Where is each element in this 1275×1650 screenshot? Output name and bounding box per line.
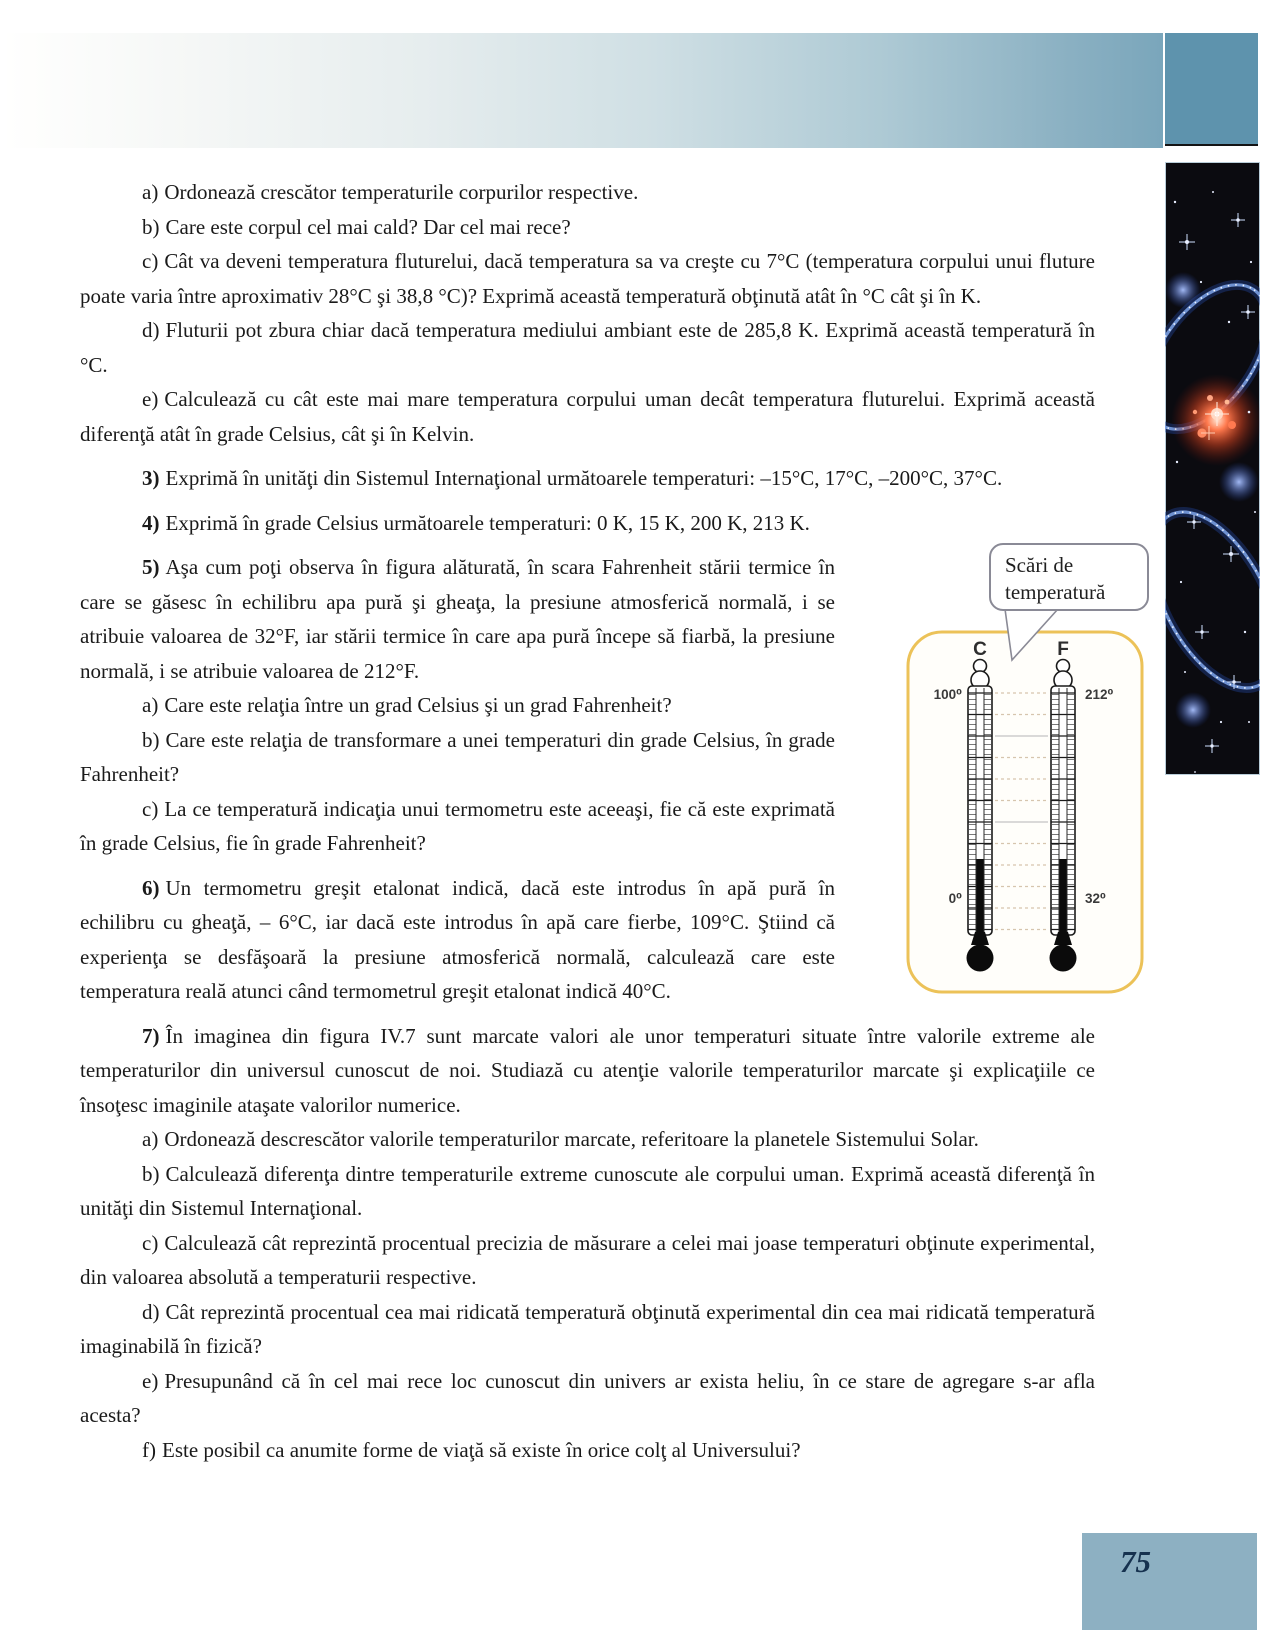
item-label: c) — [142, 249, 159, 273]
figure-temperature-scales — [857, 542, 1152, 994]
thermometer-fahrenheit — [1050, 660, 1077, 972]
item-label: e) — [142, 1368, 159, 1393]
item-label: b) — [142, 727, 160, 752]
mercury-bulb — [1050, 945, 1077, 972]
item-text: Calculează cât reprezintă procentual precizia de măsurare a celei mai joase temperaturi obţinute experimental, din valoarea absolută a temperaturii respective. — [80, 1230, 1095, 1289]
exercise-item — [80, 1433, 1095, 1468]
space-photo-art — [1165, 162, 1260, 775]
item-text: Este posibil ca anumite forme de viaţă să existe în orice colţ al Universului? — [162, 1437, 801, 1462]
item-text: La ce temperatură indicaţia unui termometru este aceeaşi, fie că este exprimată în grade Celsius, fie în grade Fahrenheit? — [80, 796, 835, 855]
header-accent-block — [1165, 33, 1258, 146]
item-text: Aşa cum poţi observa în figura alăturată, în scara Fahrenheit stării termice în care se găsesc în echilibru apa pură şi gheaţa, la presiune atmosferică normală, i se atribuie valoarea de 32°F, iar stării termice în care apa pură începe să fiarbă, la presiune normală, i se atribuie valoarea de 212°F. — [80, 555, 835, 683]
figure-frame — [908, 632, 1142, 992]
item-text: Fluturii pot zbura chiar dacă temperatura mediului ambiant este de 285,8 K. Exprimă această temperatură în °C. — [80, 318, 1095, 377]
thermometer-celsius — [967, 660, 994, 972]
item-label: 5) — [142, 555, 160, 579]
mercury-bulb — [967, 945, 994, 972]
celsius-letter: C — [973, 639, 987, 660]
item-text: Ordonează crescător temperaturile corpurilor respective. — [164, 180, 639, 204]
item-label: b) — [142, 214, 160, 239]
item-text: Ordonează descrescător valorile temperaturilor marcate, referitoare la planetele Sistemului Solar. — [164, 1127, 979, 1151]
item-text: Exprimă în unităţi din Sistemul Internaţional următoarele temperaturi: –15°C, 17°C, –200°C, 37°C. — [165, 466, 1003, 490]
exercise-item — [80, 461, 1095, 496]
item-label: f) — [142, 1437, 156, 1462]
item-text: Care este corpul cel mai cald? Dar cel mai rece? — [165, 214, 571, 239]
exercise-item — [80, 1226, 1095, 1295]
item-text: Presupunând că în cel mai rece loc cunoscut din univers ar exista heliu, în ce stare de agregare s-ar afla acesta? — [80, 1368, 1095, 1427]
item-label: 3) — [142, 466, 160, 490]
item-label: a) — [142, 1127, 159, 1151]
item-text: Calculează diferenţa dintre temperaturile extreme cunoscute ale corpului uman. Exprimă această diferenţă în unităţi din Sistemul Internaţional. — [80, 1161, 1095, 1220]
item-label: d) — [142, 318, 160, 342]
exercise-item — [80, 1157, 1095, 1226]
mercury-column — [977, 859, 984, 935]
exercise-item — [80, 1364, 1095, 1433]
figure-caption-line2: temperatură — [1005, 580, 1106, 604]
exercise-item — [80, 1019, 1095, 1123]
item-label: c) — [142, 796, 159, 821]
item-text: Care este relaţia între un grad Celsius şi un grad Fahrenheit? — [164, 693, 672, 717]
red-star-cluster — [1171, 374, 1260, 466]
fahrenheit-letter: F — [1057, 639, 1069, 660]
celsius-bottom-label: 0⁰ — [948, 891, 962, 906]
space-photo-strip — [1165, 162, 1260, 775]
figure-caption-line1: Scări de — [1005, 553, 1074, 577]
fahrenheit-top-label: 212⁰ — [1085, 687, 1114, 702]
main-text — [80, 175, 1114, 1467]
item-label: b) — [142, 1161, 160, 1186]
exercise-item — [80, 506, 1095, 541]
exercise-item — [80, 313, 1095, 382]
item-text: Care este relaţia de transformare a unei temperaturi din grade Celsius, în grade Fahrenheit? — [80, 727, 835, 786]
header-gradient-band — [7, 33, 1163, 148]
item-text: Cât reprezintă procentual cea mai ridicată temperatură obţinută experimental din cea mai ridicată temperatură imaginabilă în fizică? — [80, 1299, 1095, 1358]
fahrenheit-bottom-label: 32⁰ — [1085, 891, 1106, 906]
page-number: 75 — [1120, 1544, 1151, 1579]
item-label: 6) — [142, 875, 160, 900]
page-number-badge — [1082, 1533, 1257, 1630]
mercury-column — [1060, 859, 1067, 935]
item-text: Exprimă în grade Celsius următoarele temperaturi: 0 K, 15 K, 200 K, 213 K. — [165, 510, 810, 535]
exercise-item — [80, 175, 1095, 210]
item-text: În imaginea din figura IV.7 sunt marcate valori ale unor temperaturi situate între valorile extreme ale temperaturilor din universul cunoscut de noi. Studiază cu atenţie valorile temperaturilor marcate şi explicaţiile ce însoţesc imaginile ataşate valorilor numerice. — [80, 1023, 1095, 1117]
item-label: a) — [142, 693, 159, 717]
item-label: 7) — [142, 1023, 160, 1048]
exercise-item — [80, 1122, 1095, 1157]
item-label: d) — [142, 1299, 160, 1324]
exercise-item — [80, 382, 1095, 451]
item-text: Calculează cu cât este mai mare temperatura corpului uman decât temperatura fluturelui. Exprimă această diferenţă atât în grade Celsius, cât şi în Kelvin. — [80, 387, 1095, 446]
item-text: Cât va deveni temperatura fluturelui, dacă temperatura sa va creşte cu 7°C (temperatura corpului unui fluture poate varia între aproximativ 28°C şi 38,8 °C)? Exprimă această temperatură obţinută atât în °C cât şi în K. — [80, 249, 1095, 308]
item-label: a) — [142, 180, 159, 204]
item-label: c) — [142, 1230, 159, 1255]
item-label: 4) — [142, 510, 160, 535]
item-text: Un termometru greşit etalonat indică, dacă este introdus în apă pură în echilibru cu gheaţă, – 6°C, iar dacă este introdus în apă care fierbe, 109°C. Ştiind că experienţa se desfăşoară la presiune atmosferică normală, calculează care este temperatura reală atunci când termometrul greşit etalonat indică 40°C. — [80, 875, 835, 1003]
exercise-item — [80, 1295, 1095, 1364]
item-label: e) — [142, 387, 159, 411]
exercise-item — [80, 210, 1095, 245]
exercise-item — [80, 244, 1095, 313]
celsius-top-label: 100⁰ — [933, 687, 962, 702]
